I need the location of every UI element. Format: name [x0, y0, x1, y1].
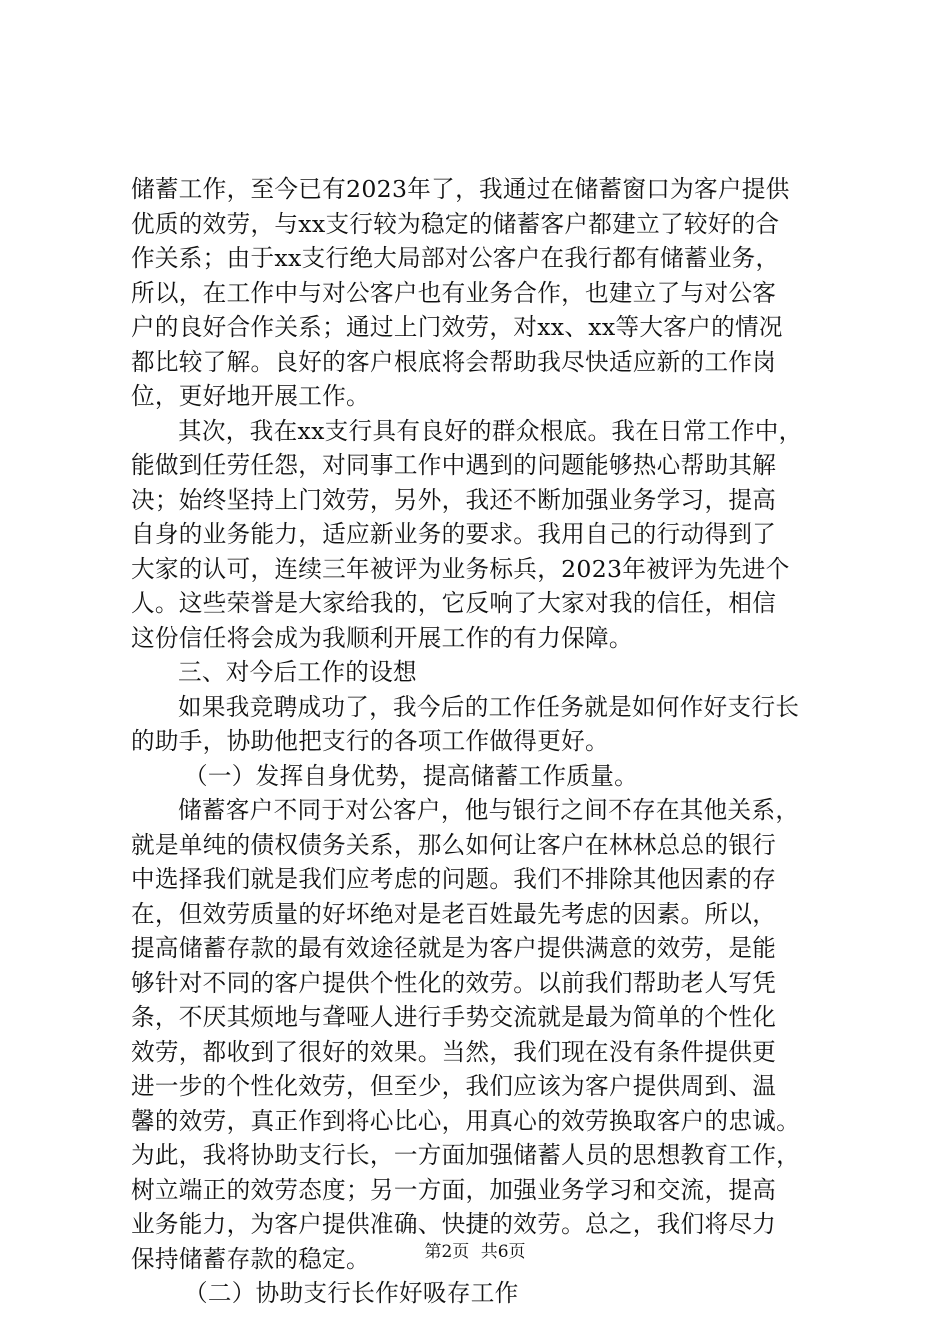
- text-line: 在，但效劳质量的好坏绝对是老百姓最先考虑的因素。所以，: [131, 899, 777, 928]
- text-line: 人。这些荣誉是大家给我的，它反响了大家对我的信任，相信: [131, 589, 777, 617]
- text-line: 中选择我们就是我们应考虑的问题。我们不排除其他因素的存: [131, 865, 777, 893]
- page-number: 第2页: [424, 1242, 470, 1262]
- text-line: 就是单纯的债权债务关系，那么如何让客户在林林总总的银行: [131, 830, 777, 859]
- text-line: 能做到任劳任怨，对同事工作中遇到的问题能够热心帮助其解: [131, 451, 777, 479]
- text-line: 效劳，都收到了很好的效果。当然，我们现在没有条件提供更: [131, 1037, 777, 1066]
- paragraph-start-line: 如果我竞聘成功了，我今后的工作任务就是如何作好支行长: [178, 692, 800, 721]
- paragraph-start-line: 储蓄客户不同于对公客户，他与银行之间不存在其他关系，: [178, 796, 800, 824]
- text-line: 这份信任将会成为我顺利开展工作的有力保障。: [131, 623, 633, 652]
- page-footer: [0, 1240, 950, 1264]
- text-line: 够针对不同的客户提供个性化的效劳。以前我们帮助老人写凭: [131, 968, 777, 997]
- text-line: 保持储蓄存款的稳定。: [131, 1244, 370, 1273]
- text-line: 树立端正的效劳态度；另一方面，加强业务学习和交流，提高: [131, 1175, 777, 1204]
- text-line: 的助手，协助他把支行的各项工作做得更好。: [131, 727, 609, 755]
- text-line: 进一步的个性化效劳，但至少，我们应该为客户提供周到、温: [131, 1072, 777, 1100]
- page-total: 共6页: [480, 1242, 526, 1262]
- text-line: 条，不厌其烦地与聋哑人进行手势交流就是最为简单的个性化: [131, 1003, 777, 1031]
- paragraph-start-line: 其次，我在xx支行具有良好的群众根底。我在日常工作中，: [178, 416, 803, 445]
- text-line: 位，更好地开展工作。: [131, 382, 370, 410]
- text-line: 提高储蓄存款的最有效途径就是为客户提供满意的效劳，是能: [131, 934, 777, 962]
- document-body: [131, 172, 831, 1311]
- text-line: 都比较了解。良好的客户根底将会帮助我尽快适应新的工作岗: [131, 347, 777, 376]
- text-line: 户的良好合作关系；通过上门效劳，对xx、xx等大客户的情况: [131, 313, 783, 341]
- text-line: 为此，我将协助支行长，一方面加强储蓄人员的思想教育工作，: [131, 1141, 801, 1169]
- text-line: 作关系；由于xx支行绝大局部对公客户在我行都有储蓄业务，: [131, 244, 780, 272]
- text-line: 馨的效劳，真正作到将心比心，用真心的效劳换取客户的忠诚。: [131, 1106, 801, 1135]
- text-line: 决；始终坚持上门效劳，另外，我还不断加强业务学习，提高: [131, 485, 777, 514]
- text-line: 所以，在工作中与对公客户也有业务合作，也建立了与对公客: [131, 278, 777, 307]
- text-line: 大家的认可，连续三年被评为业务标兵，2023年被评为先进个: [131, 554, 790, 583]
- subsection-heading: （一）发挥自身优势，提高储蓄工作质量。: [184, 761, 638, 790]
- text-line: 优质的效劳，与xx支行较为稳定的储蓄客户都建立了较好的合: [131, 209, 780, 238]
- text-line: 业务能力，为客户提供准确、快捷的效劳。总之，我们将尽力: [131, 1210, 777, 1238]
- subsection-heading: （二）协助支行长作好吸存工作: [184, 1279, 519, 1307]
- section-heading: 三、对今后工作的设想: [178, 658, 417, 686]
- text-line: 自身的业务能力，适应新业务的要求。我用自己的行动得到了: [131, 520, 777, 548]
- text-line: 储蓄工作，至今已有2023年了，我通过在储蓄窗口为客户提供: [131, 175, 790, 203]
